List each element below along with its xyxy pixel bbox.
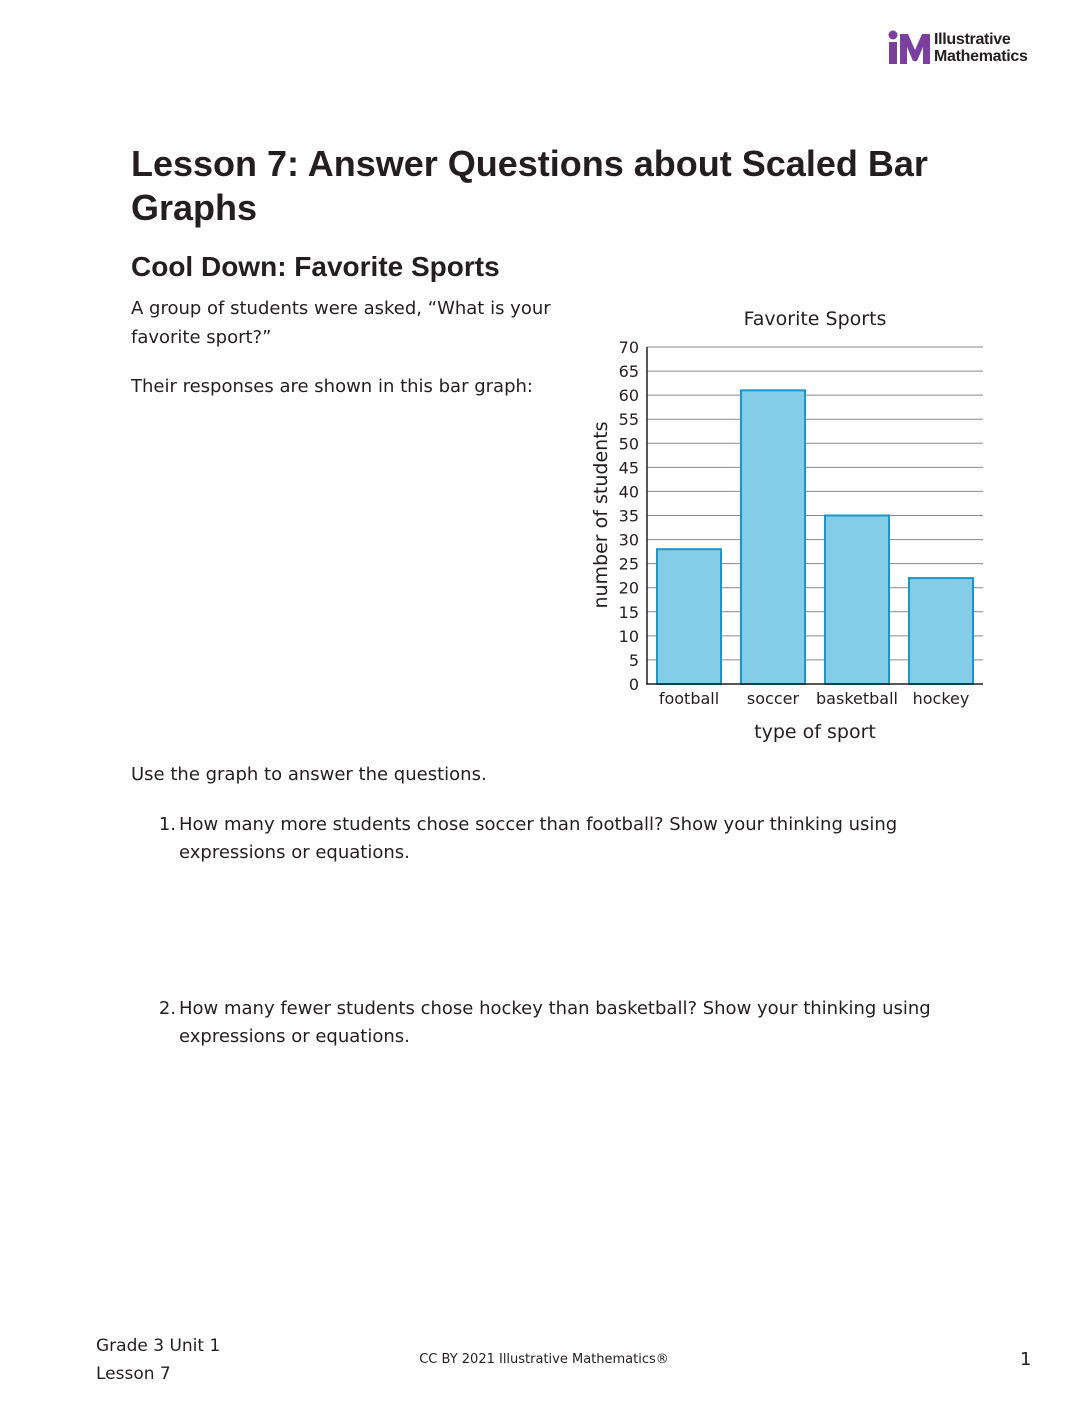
chart-x-tick-label: soccer — [746, 689, 800, 708]
im-logo-icon — [888, 30, 932, 66]
instructions-text: Use the graph to answer the questions. — [131, 764, 487, 785]
footer-grade-unit: Grade 3 Unit 1 — [96, 1336, 221, 1356]
chart-x-axis-label: type of sport — [754, 721, 876, 743]
chart-y-tick-label: 0 — [628, 675, 639, 694]
chart-bar-basketball — [825, 516, 889, 685]
page-number: 1 — [1020, 1349, 1032, 1370]
chart-bar-football — [657, 549, 721, 684]
chart-y-tick-label: 10 — [618, 626, 639, 646]
chart-bar-soccer — [741, 390, 805, 684]
chart-y-tick-label: 55 — [618, 410, 639, 430]
chart-y-tick-label: 60 — [618, 386, 639, 406]
chart-x-tick-label: hockey — [912, 689, 970, 708]
intro-text: A group of students were asked, “What is your favorite sport?” — [131, 298, 551, 348]
question-1-text: How many more students chose soccer than football? Show your thinking using expressions or equations. — [179, 814, 898, 863]
footer-copyright: CC BY 2021 Illustrative Mathematics® — [419, 1352, 669, 1367]
chart-y-tick-label: 40 — [618, 482, 639, 502]
chart-x-tick-label: football — [658, 689, 720, 708]
question-2-text: How many fewer students chose hockey than basketball? Show your thinking using expressions or equations. — [179, 998, 931, 1047]
footer-lesson: Lesson 7 — [96, 1364, 171, 1384]
logo-line-1: Illustrative — [934, 31, 1011, 48]
chart-title: Favorite Sports — [743, 308, 887, 330]
chart-y-tick-label: 45 — [618, 458, 639, 478]
chart-y-tick-label: 30 — [618, 530, 639, 550]
chart-y-tick-label: 50 — [618, 434, 639, 454]
question-1-number: 1. — [158, 814, 176, 835]
chart-bar-hockey — [909, 578, 973, 684]
favorite-sports-bar-chart — [580, 296, 1000, 756]
section-title: Cool Down: Favorite Sports — [131, 251, 500, 282]
lesson-title: Lesson 7: Answer Questions about Scaled Bar Graphs — [131, 143, 928, 228]
chart-y-tick-label: 20 — [618, 578, 639, 598]
illustrative-mathematics-logo — [888, 30, 1048, 70]
chart-y-tick-label: 35 — [618, 506, 639, 526]
chart-y-tick-label: 5 — [628, 650, 639, 670]
chart-y-tick-label: 25 — [618, 554, 639, 574]
chart-y-tick-label: 70 — [618, 338, 639, 357]
question-2-number: 2. — [158, 998, 176, 1019]
chart-x-tick-label: basketball — [816, 689, 898, 708]
chart-y-tick-label: 65 — [618, 362, 639, 382]
chart-y-tick-label: 15 — [618, 602, 639, 622]
chart-y-axis-label: number of students — [590, 421, 612, 609]
logo-line-2: Mathematics — [934, 48, 1028, 65]
responses-text: Their responses are shown in this bar graph: — [131, 376, 533, 397]
